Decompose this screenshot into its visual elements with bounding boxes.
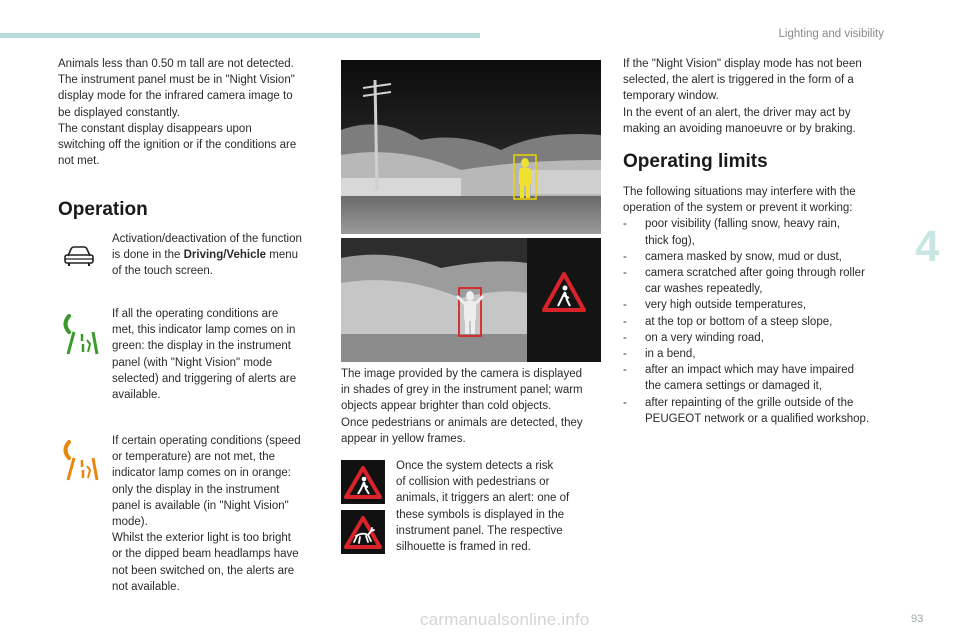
operating-limits-body: The following situations may interfere with the operation of the system or prevent it working: - poor visibility (falling snow, heavy rain, thick fog), - camera masked by snow, mud or dust, - camera scratched after going through roller car washes repeatedly, - very high outside temperatures, - at the top or bottom of a steep slope, - on a very winding road, - in a bend, - after an impact which may have impaired the camera settings or damaged it, - after repainting of the grille outside of the PEUGEOT network or a qualified workshop. [623,184,898,427]
night-vision-alert-image [341,238,601,362]
chapter-number: 4 [915,222,940,271]
car-icon [62,244,96,268]
limits-list [623,216,898,427]
intro-paragraph: Animals less than 0.50 m tall are not detected. The instrument panel must be in "Night Vision" display mode for the infrared camera image to be displayed constantly. The constant display disappears upon switching off the ignition or if the conditions are not met. [58,58,297,168]
orange-lamp-text: If certain operating conditions (speed or temperature) are not met, the indicator lamp comes on in orange: only the display in the instrument panel is available (in "Night Vision" mode). Whilst the exterior light is too bright or the dipped beam headlamps have not been switched on, the alerts are not available. [112,435,301,593]
section-title: Lighting and visibility [778,28,884,40]
list-item: - camera scratched after going through roller car washes repeatedly, [623,265,898,297]
night-vision-orange-lamp-icon [60,440,100,482]
list-item: - camera masked by snow, mud or dust, [623,249,898,265]
animal-alert-icon [341,510,385,554]
list-item: - after repainting of the grille outside of the PEUGEOT network or a qualified workshop. [623,395,898,427]
list-item: - in a bend, [623,346,898,362]
watermark: carmanualsonline.info [420,610,590,629]
header-accent-bar [0,33,480,38]
pedestrian-warning-icon [544,274,584,310]
menu-name: Driving/Vehicle [183,249,267,262]
image-caption: The image provided by the camera is displayed in shades of grey in the instrument panel; warm objects appear brighter than cold objects. Once pedestrians or animals are detected, they appear in yellow frames. [341,368,583,445]
list-item: - on a very winding road, [623,330,898,346]
alert-text: Once the system detects a risk of collision with pedestrians or animals, it triggers an alert: one of these symbols is displayed in the instrument panel. The respective silhouette is framed in red. [396,460,570,554]
pedestrian-alert-icon [341,460,385,504]
activation-text: Activation/deactivation of the function is done in the Driving/Vehicle menu of the touch screen. [112,233,302,278]
night-vision-green-lamp-icon [60,314,100,356]
night-vision-camera-image [341,60,601,234]
green-lamp-text: If all the operating conditions are met, this indicator lamp comes on in green: the display in the instrument panel (with "Night Vision" mode selected) and triggering of alerts are available. [112,308,297,402]
list-item: - poor visibility (falling snow, heavy rain, thick fog), [623,216,898,248]
operation-heading: Operation [58,199,148,220]
alert-window-paragraph: If the "Night Vision" display mode has not been selected, the alert is triggered in the form of a temporary window. In the event of an alert, the driver may act by making an avoiding manoeuvre or by braking. [623,58,862,135]
list-item: - at the top or bottom of a steep slope, [623,314,898,330]
operating-limits-heading: Operating limits [623,151,768,172]
list-item: - after an impact which may have impaired the camera settings or damaged it, [623,362,898,394]
list-item: - very high outside temperatures, [623,297,898,313]
page-number: 93 [911,613,924,625]
